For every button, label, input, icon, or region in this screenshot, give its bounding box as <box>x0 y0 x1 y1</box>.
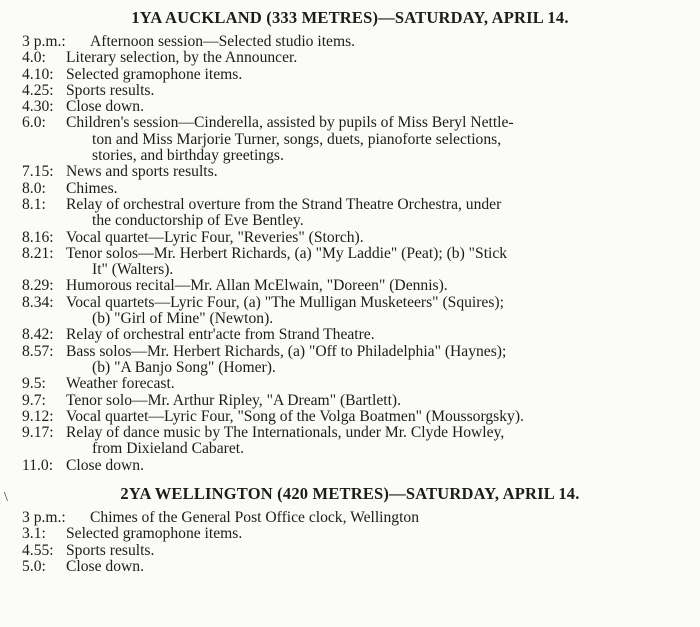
entry-text: Relay of orchestral entr'acte from Strand Theatre. <box>66 326 375 344</box>
entry-text: Relay of dance music by The Internationals, under Mr. Clyde Howley, <box>66 424 505 442</box>
entry-time: 8.29: <box>22 277 54 295</box>
entry-text: Chimes of the General Post Office clock, Wellington <box>90 509 420 527</box>
entry-description <box>66 295 700 328</box>
entry-description <box>66 559 700 575</box>
entry-text: Close down. <box>66 456 144 474</box>
entry-description <box>66 458 700 474</box>
entry-description <box>66 99 700 115</box>
entry-text: Selected gramophone items. <box>66 65 243 83</box>
entry-text: Afternoon session—Selected studio items. <box>90 33 356 50</box>
entry-list <box>0 34 700 474</box>
schedule-entry <box>0 458 700 474</box>
section-heading: 1YA AUCKLAND (333 METRES)—SATURDAY, APRIL 14. <box>131 8 569 27</box>
entry-text: Vocal quartets—Lyric Four, (a) "The Mulligan Musketeers" (Squires); <box>66 293 504 311</box>
entry-description <box>66 376 700 392</box>
schedule-entry <box>0 230 700 246</box>
schedule-entry <box>0 246 700 279</box>
entry-text: Weather forecast. <box>66 375 175 393</box>
section-heading: 2YA WELLINGTON (420 METRES)—SATURDAY, APRIL 14. <box>120 484 580 504</box>
entry-text: Selected gramophone items. <box>66 525 243 543</box>
schedule-entry <box>0 559 700 575</box>
entry-description <box>66 50 700 66</box>
entry-continuation: (b) "Girl of Mine" (Newton). <box>92 310 274 328</box>
entry-description <box>90 34 700 50</box>
entry-description <box>66 543 700 559</box>
entry-description <box>66 246 700 279</box>
entry-time: 8.42: <box>22 326 54 344</box>
schedule-entry <box>0 164 700 180</box>
entry-time: 8.34: <box>22 293 54 311</box>
schedule-entry <box>0 197 700 230</box>
schedule-entry <box>0 115 700 164</box>
entry-text: Sports results. <box>66 541 155 559</box>
entry-text: Vocal quartet—Lyric Four, "Song of the Volga Boatmen" (Moussorgsky). <box>66 407 524 425</box>
schedule-entry <box>0 393 700 409</box>
entry-description <box>66 83 700 99</box>
entry-text: Vocal quartet—Lyric Four, "Reveries" (Storch). <box>66 228 364 246</box>
entry-time: 8.1: <box>22 195 46 213</box>
entry-continuation: It" (Walters). <box>92 261 174 279</box>
entry-description <box>66 393 700 409</box>
entry-description <box>66 327 700 343</box>
schedule-entry <box>0 344 700 377</box>
entry-text: News and sports results. <box>66 163 218 181</box>
entry-description <box>66 526 700 542</box>
entry-time: 4.25: <box>22 81 54 99</box>
schedule-entry <box>0 510 700 526</box>
margin-mark: \ <box>4 490 8 505</box>
entry-text: Sports results. <box>66 81 155 99</box>
schedule-entry <box>0 327 700 343</box>
entry-text: Bass solos—Mr. Herbert Richards, (a) "Off to Philadelphia" (Haynes); <box>66 342 507 360</box>
entry-time: 9.5: <box>22 375 46 393</box>
entry-time: 8.57: <box>22 342 54 360</box>
entry-text: Close down. <box>66 98 144 116</box>
entry-time: 3 p.m.: <box>22 509 66 527</box>
schedule-entry <box>0 99 700 115</box>
entry-time: 4.10: <box>22 65 54 83</box>
schedule-entry <box>0 295 700 328</box>
schedule-entry <box>0 543 700 559</box>
entry-text: Literary selection, by the Announcer. <box>66 49 298 67</box>
entry-description <box>66 278 700 294</box>
entry-description <box>66 425 700 458</box>
entry-text: Relay of orchestral overture from the Strand Theatre Orchestra, under <box>66 195 502 213</box>
schedule-entry <box>0 181 700 197</box>
schedule-entry <box>0 376 700 392</box>
entry-time: 8.16: <box>22 228 54 246</box>
entry-time: 4.0: <box>22 49 46 67</box>
entry-time: 6.0: <box>22 114 46 132</box>
entry-time: 8.0: <box>22 179 46 197</box>
entry-time: 3.1: <box>22 525 46 543</box>
entry-text: Tenor solos—Mr. Herbert Richards, (a) "My Laddie" (Peat); (b) "Stick <box>66 244 508 262</box>
entry-text: Humorous recital—Mr. Allan McElwain, "Doreen" (Dennis). <box>66 277 448 295</box>
entry-continuation: stories, and birthday greetings. <box>92 147 284 165</box>
schedule-entry <box>0 83 700 99</box>
entry-continuation: from Dixieland Cabaret. <box>92 440 244 458</box>
entry-continuation: ton and Miss Marjorie Turner, songs, duets, pianoforte selections, <box>92 130 502 148</box>
entry-description <box>66 344 700 377</box>
entry-time: 9.17: <box>22 424 54 442</box>
entry-list <box>0 510 700 575</box>
entry-time: 4.55: <box>22 541 54 559</box>
entry-text: Tenor solo—Mr. Arthur Ripley, "A Dream" (Bartlett). <box>66 391 402 409</box>
entry-text: Chimes. <box>66 179 118 197</box>
entry-description <box>66 181 700 197</box>
entry-time: 8.21: <box>22 244 54 262</box>
entry-time: 11.0: <box>22 456 54 474</box>
entry-continuation: the conductorship of Eve Bentley. <box>92 212 304 230</box>
entry-description <box>66 230 700 246</box>
entry-time: 9.7: <box>22 391 46 409</box>
section-2ya <box>0 483 700 575</box>
entry-text: Close down. <box>66 557 144 575</box>
entry-time: 5.0: <box>22 557 46 575</box>
entry-time: 9.12: <box>22 407 54 425</box>
entry-description <box>90 510 700 526</box>
schedule-entry <box>0 34 700 50</box>
entry-time: 7.15: <box>22 163 54 181</box>
entry-continuation: (b) "A Banjo Song" (Homer). <box>92 358 276 376</box>
schedule-entry <box>0 278 700 294</box>
schedule-entry <box>0 67 700 83</box>
entry-description <box>66 115 700 164</box>
schedule-entry <box>0 409 700 425</box>
entry-time: 3 p.m.: <box>22 33 66 50</box>
entry-description <box>66 67 700 83</box>
schedule-entry <box>0 425 700 458</box>
entry-text: Children's session—Cinderella, assisted by pupils of Miss Beryl Nettle- <box>66 114 514 132</box>
entry-description <box>66 409 700 425</box>
entry-time: 4.30: <box>22 98 54 116</box>
entry-description <box>66 197 700 230</box>
schedule-entry <box>0 526 700 542</box>
schedule-entry <box>0 50 700 66</box>
entry-description <box>66 164 700 180</box>
